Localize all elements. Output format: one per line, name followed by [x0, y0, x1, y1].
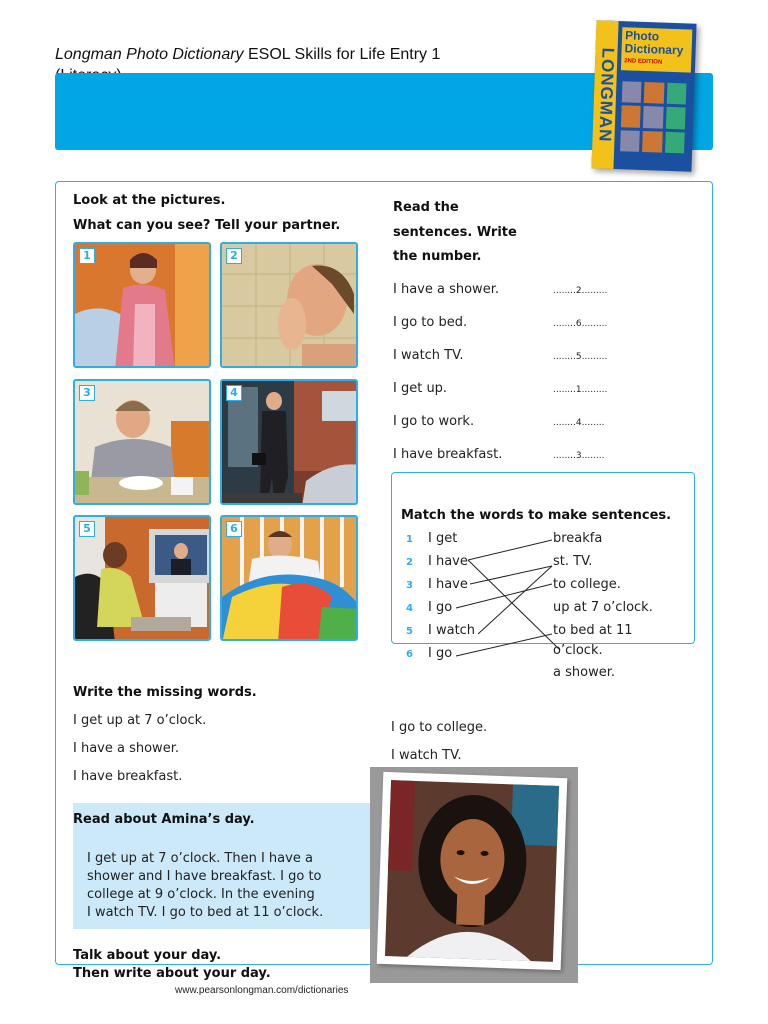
title-rest: ESOL Skills for Life Entry 1 — [243, 46, 441, 63]
missing-left-3: I have breakfast. — [73, 769, 183, 784]
match-right-1: breakfa — [553, 531, 603, 546]
sentence-6: I have breakfast. — [393, 447, 503, 462]
match-num-2: 2 — [406, 557, 413, 568]
amina-line-4: I watch TV. I go to bed at 11 o’clock. — [87, 905, 324, 920]
match-right-3: to college. — [553, 577, 621, 592]
answer-6: ........3........ — [553, 451, 605, 461]
match-num-1: 1 — [406, 534, 413, 545]
title-italic: Longman Photo Dictionary — [55, 46, 244, 63]
amina-line-3: college at 9 o’clock. In the evening — [87, 887, 315, 902]
match-heading: Match the words to make sentences. — [401, 508, 672, 523]
sentence-1: I have a shower. — [393, 282, 499, 297]
match-num-6: 6 — [406, 649, 413, 660]
match-right-4: up at 7 o’clock. — [553, 600, 653, 615]
match-left-5: I watch — [428, 623, 476, 638]
photo-number: 6 — [226, 521, 242, 537]
book-edition: 2ND EDITION — [624, 58, 663, 66]
pictures-heading-1: Look at the pictures. — [73, 193, 226, 208]
read-heading-1: Read the — [393, 200, 459, 215]
sentence-5: I go to work. — [393, 414, 475, 429]
amina-line-2: shower and I have breakfast. I go to — [87, 869, 322, 884]
match-right-7: a shower. — [553, 665, 615, 680]
talk-line-2: Then write about your day. — [73, 966, 271, 981]
missing-heading: Write the missing words. — [73, 685, 257, 700]
missing-right-1: I go to college. — [391, 720, 488, 735]
amina-line-1: I get up at 7 o’clock. Then I have a — [87, 851, 313, 866]
sentence-4: I get up. — [393, 381, 448, 396]
read-heading-3: the number. — [393, 249, 482, 264]
answer-2: ........6......... — [553, 319, 608, 329]
match-left-6: I go — [428, 646, 453, 661]
photo-number: 5 — [79, 521, 95, 537]
photo-number: 1 — [79, 248, 95, 264]
match-left-1: I get — [428, 531, 458, 546]
missing-left-2: I have a shower. — [73, 741, 179, 756]
photo-number: 2 — [226, 248, 242, 264]
match-left-4: I go — [428, 600, 453, 615]
photo-number: 4 — [226, 385, 242, 401]
answer-3: ........5......... — [553, 352, 608, 362]
amina-portrait — [377, 772, 568, 970]
sentence-2: I go to bed. — [393, 315, 468, 330]
match-right-2: st. TV. — [553, 554, 593, 569]
talk-line-1: Talk about your day. — [73, 948, 222, 963]
photo-number: 3 — [79, 385, 95, 401]
match-num-3: 3 — [406, 580, 413, 591]
answer-5: ........4........ — [553, 418, 605, 428]
missing-left-1: I get up at 7 o’clock. — [73, 713, 207, 728]
answer-4: ........1......... — [553, 385, 608, 395]
match-left-2: I have — [428, 554, 468, 569]
amina-heading: Read about Amina’s day. — [73, 812, 255, 827]
sentence-3: I watch TV. — [393, 348, 464, 363]
read-heading-2: sentences. Write — [393, 225, 517, 240]
match-right-5: to bed at 11 — [553, 623, 633, 638]
match-right-6: o’clock. — [553, 643, 603, 658]
match-num-5: 5 — [406, 626, 413, 637]
book-spine: LONGMAN — [591, 20, 618, 169]
pictures-heading-2: What can you see? Tell your partner. — [73, 218, 341, 233]
missing-right-2: I watch TV. — [391, 748, 462, 763]
footer-url[interactable]: www.pearsonlongman.com/dictionaries — [175, 985, 349, 996]
match-num-4: 4 — [406, 603, 413, 614]
answer-1: ........2......... — [553, 286, 608, 296]
portrait-photo — [377, 772, 568, 970]
book-title-text: Photo Dictionary — [624, 28, 684, 58]
match-left-3: I have — [428, 577, 468, 592]
